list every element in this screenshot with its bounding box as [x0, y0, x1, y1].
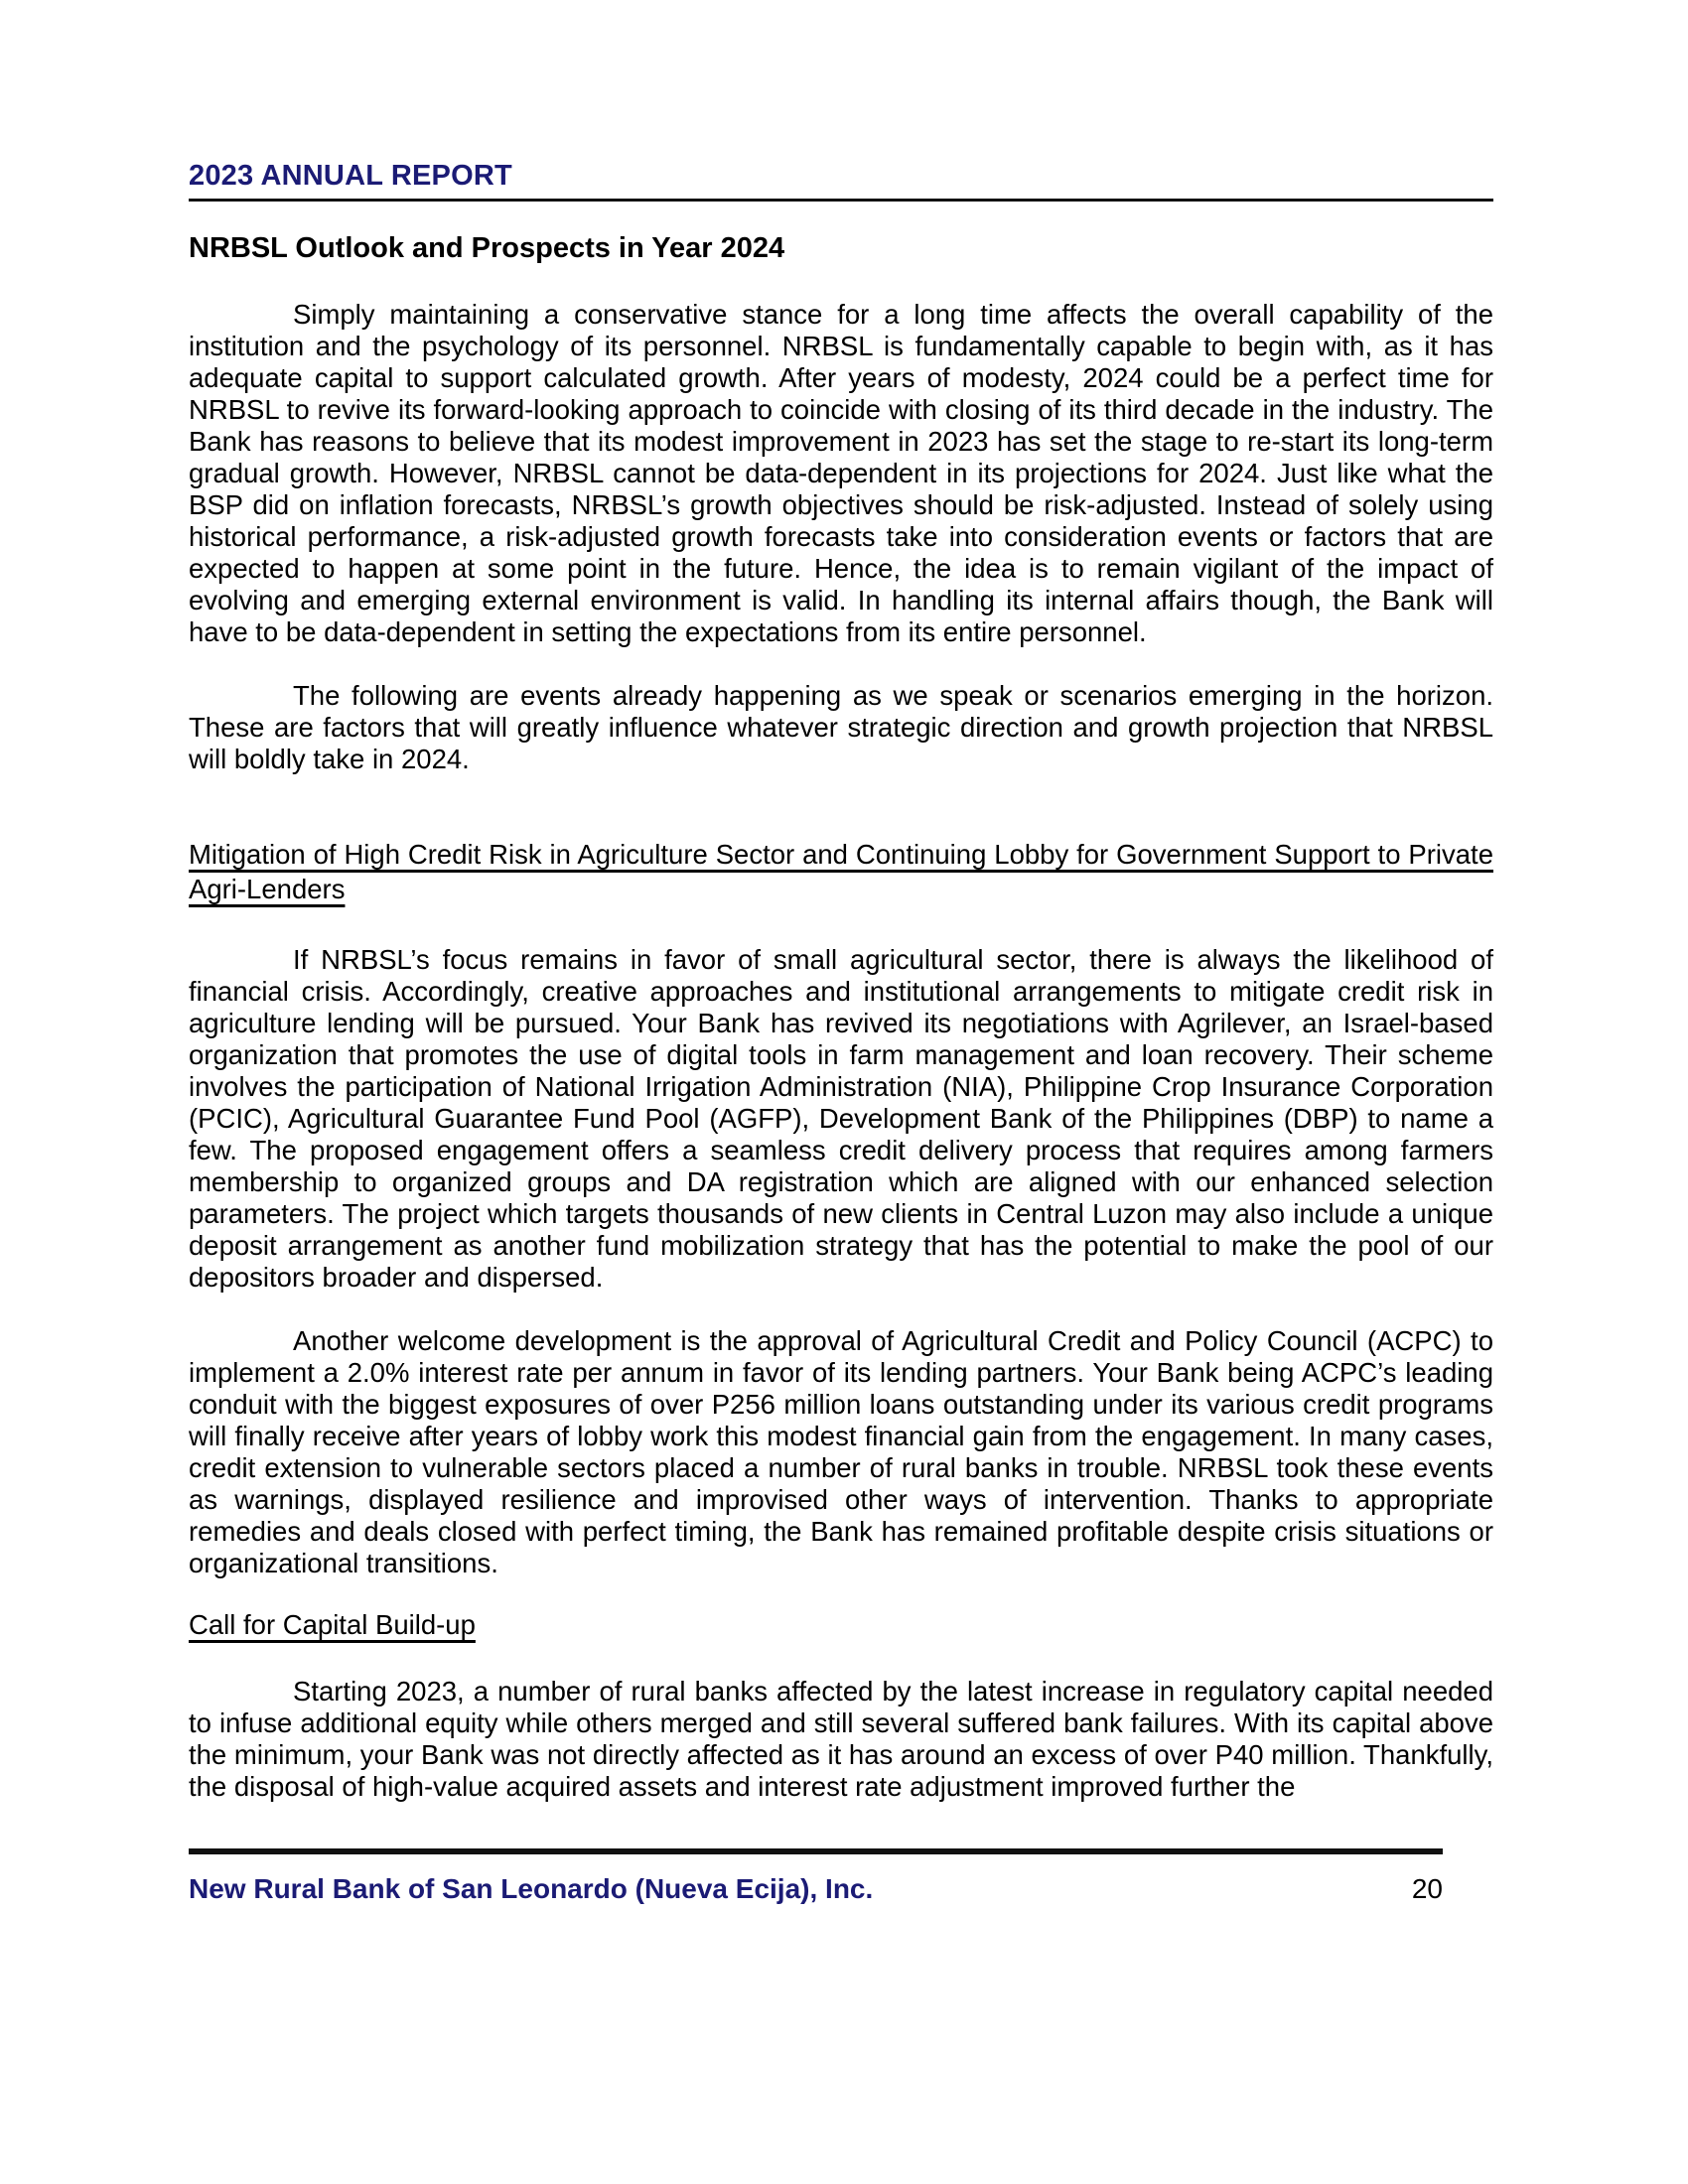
page-footer	[189, 1872, 1443, 1906]
footer-bank-name: New Rural Bank of San Leonardo (Nueva Ecija), Inc.	[189, 1873, 874, 1904]
paragraph-mitigation-1: If NRBSL’s focus remains in favor of small agricultural sector, there is always the likelihood of financial crisis. Accordingly, creative approaches and institutional arrangements to mitigate credit risk in agriculture lending will be pursued. Your Bank has revived its negotiations with Agrilever, an Israel-based organization that promotes the use of digital tools in farm management and loan recovery. Their scheme involves the participation of National Irrigation Administration (NIA), Philippine Crop Insurance Corporation (PCIC), Agricultural Guarantee Fund Pool (AGFP), Development Bank of the Philippines (DBP) to name a few. The proposed engagement offers a seamless credit delivery process that requires among farmers membership to organized groups and DA registration which are aligned with our enhanced selection parameters. The project which targets thousands of new clients in Central Luzon may also include a unique deposit arrangement as another fund mobilization strategy that has the potential to make the pool of our depositors broader and dispersed.	[189, 944, 1493, 1293]
report-header-title: 2023 ANNUAL REPORT	[189, 160, 512, 192]
paragraph-outlook-2: The following are events already happening as we speak or scenarios emerging in the horizon. These are factors that will greatly influence whatever strategic direction and growth projection that NRBSL will boldly take in 2024.	[189, 680, 1493, 774]
header-rule	[189, 199, 1493, 202]
section-heading-mitigation: Mitigation of High Credit Risk in Agriculture Sector and Continuing Lobby for Government Support to Private Agri-Lenders	[189, 839, 1493, 904]
footer-rule	[189, 1848, 1443, 1854]
section-heading-capital: Call for Capital Build-up	[189, 1609, 476, 1640]
footer-page-number: 20	[1411, 1873, 1443, 1904]
page-title: NRBSL Outlook and Prospects in Year 2024	[189, 232, 785, 264]
paragraph-outlook-1: Simply maintaining a conservative stance for a long time affects the overall capability of the institution and the psychology of its personnel. NRBSL is fundamentally capable to begin with, as it has adequate capital to support calculated growth. After years of modesty, 2024 could be a perfect time for NRBSL to revive its forward-looking approach to coincide with closing of its third decade in the industry. The Bank has reasons to believe that its modest improvement in 2023 has set the stage to re-start its long-term gradual growth. However, NRBSL cannot be data-dependent in its projections for 2024. Just like what the BSP did on inflation forecasts, NRBSL’s growth objectives should be risk-adjusted. Instead of solely using historical performance, a risk-adjusted growth forecasts take into consideration events or factors that are expected to happen at some point in the future. Hence, the idea is to remain vigilant of the impact of evolving and emerging external environment is valid. In handling its internal affairs though, the Bank will have to be data-dependent in setting the expectations from its entire personnel.	[189, 299, 1493, 647]
paragraph-mitigation-2: Another welcome development is the approval of Agricultural Credit and Policy Council (ACPC) to implement a 2.0% interest rate per annum in favor of its lending partners. Your Bank being ACPC’s leading conduit with the biggest exposures of over P256 million loans outstanding under its various credit programs will finally receive after years of lobby work this modest financial gain from the engagement. In many cases, credit extension to vulnerable sectors placed a number of rural banks in trouble. NRBSL took these events as warnings, displayed resilience and improvised other ways of intervention. Thanks to appropriate remedies and deals closed with perfect timing, the Bank has remained profitable despite crisis situations or organizational transitions.	[189, 1325, 1493, 1578]
paragraph-capital-1: Starting 2023, a number of rural banks affected by the latest increase in regulatory capital needed to infuse additional equity while others merged and still several suffered bank failures. With its capital above the minimum, your Bank was not directly affected as it has around an excess of over P40 million. Thankfully, the disposal of high-value acquired assets and interest rate adjustment improved further the	[189, 1676, 1493, 1802]
